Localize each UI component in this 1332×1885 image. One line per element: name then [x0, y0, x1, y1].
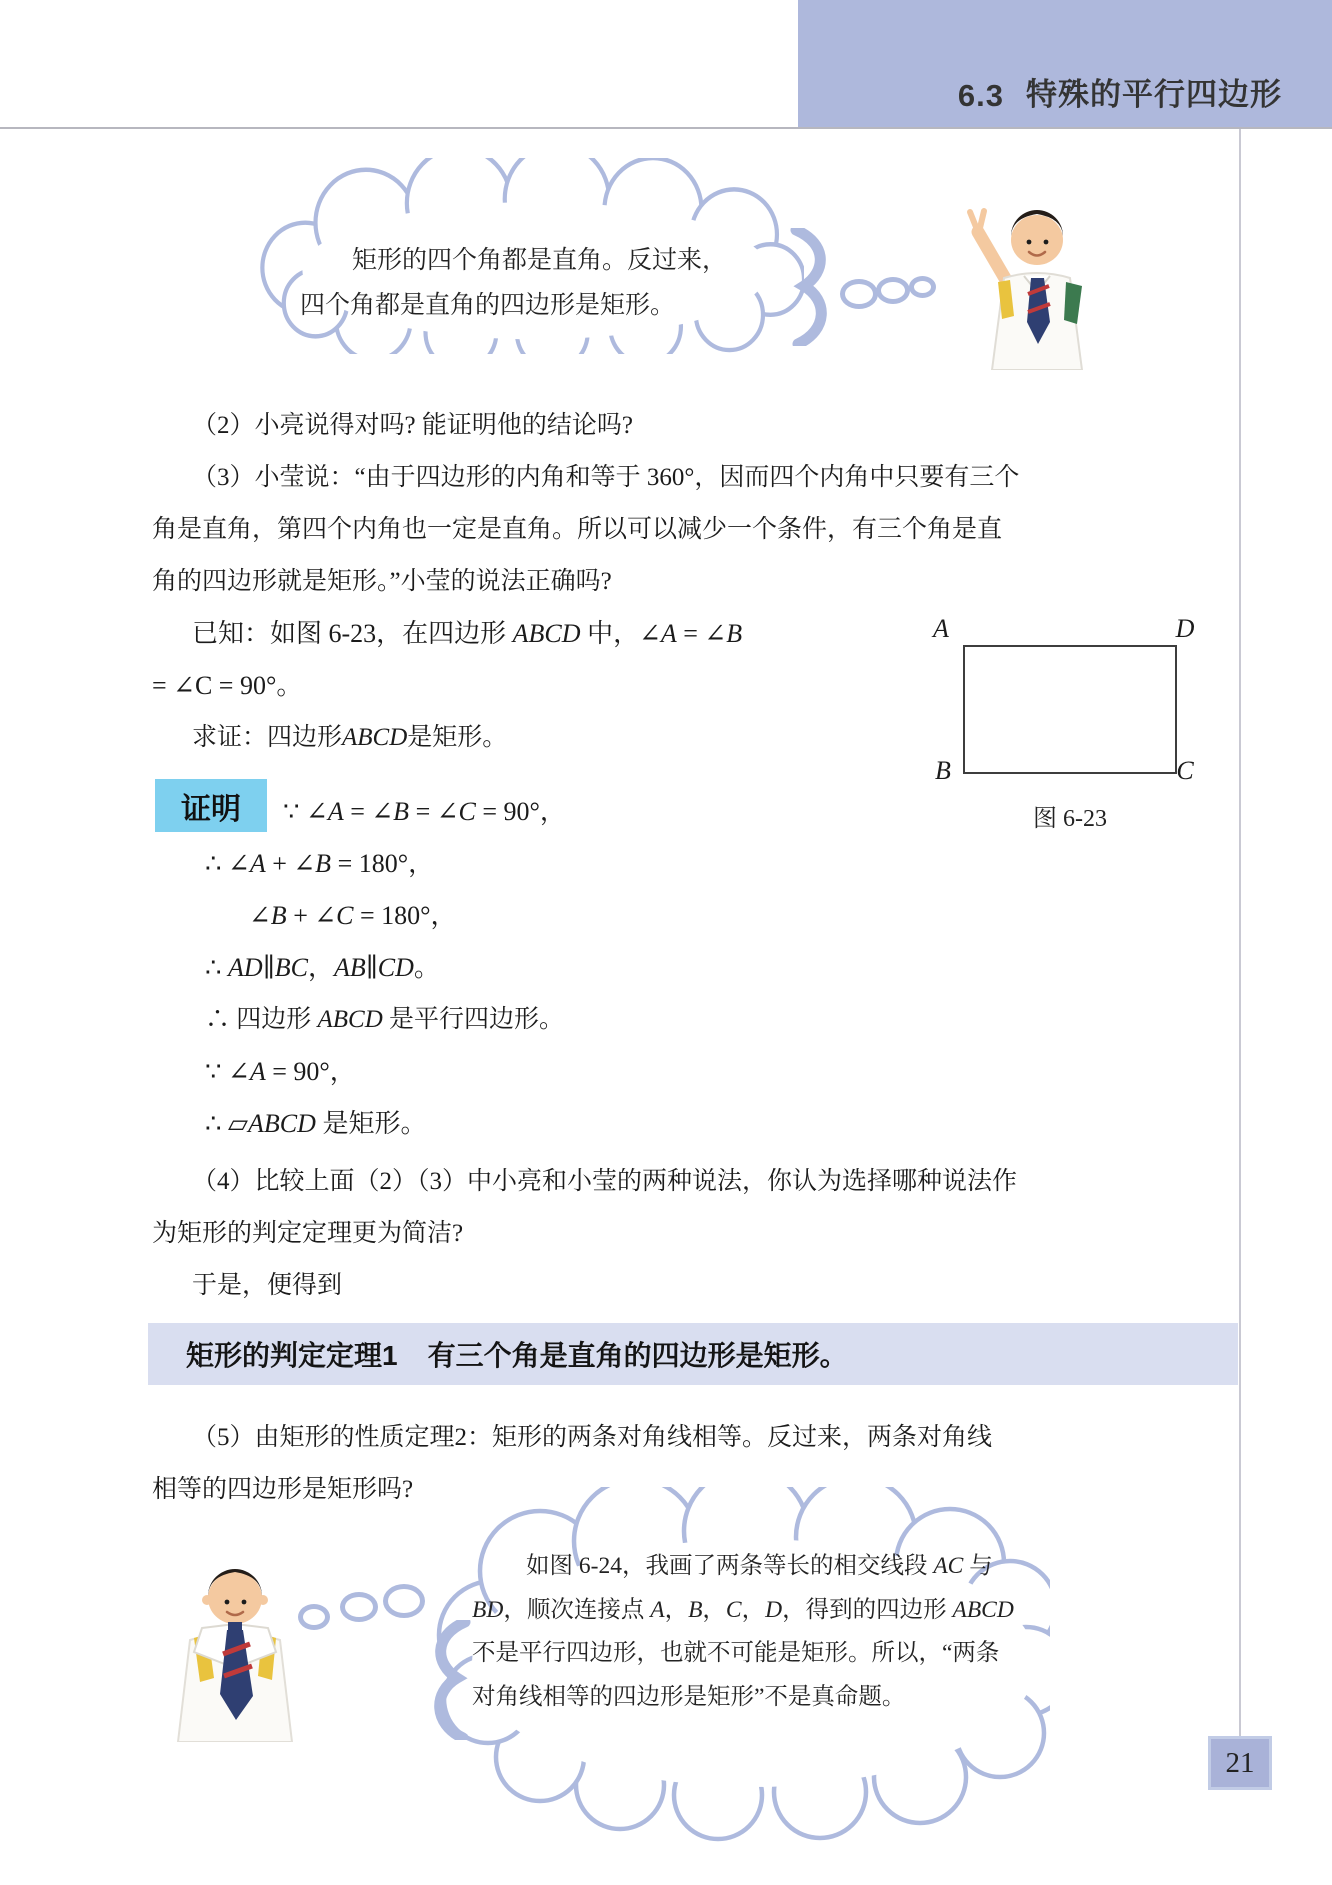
- thought-dot-icon: [909, 276, 936, 298]
- proof-line: ∵ ∠A = ∠B = ∠C = 90°，: [283, 797, 566, 826]
- section-number: 6.3: [957, 78, 1004, 113]
- paragraph-q4-line1: （4）比较上面（2）（3）中小亮和小莹的两种说法，你认为选择哪种说法作: [192, 1168, 1018, 1195]
- figure-rectangle-abcd: [963, 645, 1177, 774]
- thought-bubble-bottom-text: [472, 1545, 1032, 1719]
- bubble-line: 如图 6-24，我画了两条等长的相交线段 AC 与: [526, 1553, 993, 1579]
- proof-line: ∴ ∠A + ∠B = 180°，: [205, 849, 435, 878]
- thought-dot-icon: [840, 279, 878, 309]
- page-number-badge: [1208, 1736, 1272, 1790]
- section-title: 特殊的平行四边形: [1026, 77, 1282, 112]
- bubble-tail-brace-icon: [790, 228, 836, 346]
- prove-line: 求证：四边形ABCD是矩形。: [192, 724, 508, 751]
- thought-dot-icon: [298, 1604, 330, 1630]
- figure-label-c: C: [1176, 756, 1194, 785]
- figure-label-a: A: [933, 614, 949, 643]
- thought-dot-icon: [340, 1592, 378, 1622]
- paragraph-q3-line3: 角的四边形就是矩形。”小莹的说法正确吗?: [152, 568, 612, 595]
- given-line1: 已知：如图 6-23，在四边形 ABCD 中，∠A = ∠B: [192, 619, 743, 648]
- paragraph-q5-line2: 相等的四边形是矩形吗?: [152, 1476, 414, 1503]
- right-margin-rule: [1239, 129, 1241, 1736]
- bubble-line: 矩形的四个角都是直角。反过来，: [352, 247, 728, 274]
- proof-line: ∠B + ∠C = 180°，: [249, 901, 457, 930]
- bubble-tail-brace-icon: [425, 1620, 471, 1740]
- proof-line: ∴ ▱ABCD 是矩形。: [205, 1109, 427, 1138]
- section-header: [798, 0, 1332, 128]
- main-text-block-2: [152, 1156, 1152, 1312]
- student-photo-bottom-left: [172, 1556, 318, 1742]
- paragraph-q3-line2: 角是直角，第四个内角也一定是直角。所以可以减少一个条件，有三个角是直: [152, 516, 1003, 543]
- proof-block: [152, 785, 566, 1149]
- header-rule: [0, 127, 1332, 129]
- theorem-box: [148, 1323, 1238, 1385]
- paragraph-q5-line1: （5）由矩形的性质定理2：矩形的两条对角线相等。反过来，两条对角线: [192, 1424, 993, 1451]
- transition-line: 于是，便得到: [192, 1272, 343, 1299]
- theorem-statement: 有三个角是直角的四边形是矩形。: [427, 1340, 848, 1371]
- thought-dot-icon: [876, 277, 910, 304]
- paragraph-q2: （2）小亮说得对吗? 能证明他的结论吗?: [192, 412, 633, 439]
- proof-label: 证明: [155, 779, 267, 832]
- paragraph-q4-line2: 为矩形的判定定理更为简洁?: [152, 1220, 464, 1247]
- bubble-line: 不是平行四边形，也就不可能是矩形。所以，“两条: [472, 1640, 1000, 1666]
- proof-line: ∴ AD∥BC，AB∥CD。: [205, 953, 440, 982]
- figure-label-b: B: [935, 756, 951, 785]
- given-line2: = ∠C = 90°。: [152, 671, 303, 700]
- student-photo-top-right: [948, 192, 1110, 370]
- thought-bubble-top-text: [300, 238, 780, 328]
- bubble-line: BD，顺次连接点 A，B，C，D，得到的四边形 ABCD: [472, 1596, 1014, 1623]
- proof-line: ∴ 四边形 ABCD 是平行四边形。: [205, 1006, 565, 1033]
- bubble-line: 对角线相等的四边形是矩形”不是真命题。: [472, 1683, 906, 1710]
- figure-caption: 图 6-23: [1033, 806, 1107, 832]
- theorem-name: 矩形的判定定理1: [186, 1340, 398, 1371]
- figure-6-23: [930, 600, 1210, 850]
- page-number: 21: [1225, 1746, 1255, 1779]
- proof-line: ∵ ∠A = 90°，: [205, 1057, 356, 1086]
- figure-label-d: D: [1175, 614, 1195, 643]
- bubble-line: 四个角都是直角的四边形是矩形。: [300, 292, 676, 319]
- paragraph-q3-line1: （3）小莹说：“由于四边形的内角和等于 360°，因而四个内角中只要有三个: [192, 464, 1020, 491]
